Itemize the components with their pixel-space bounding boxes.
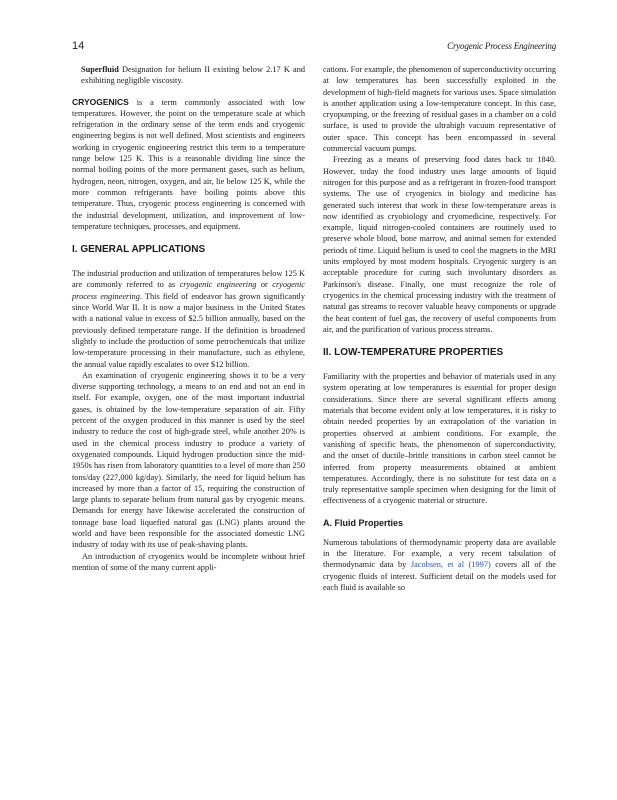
- section-heading-general-applications: I. GENERAL APPLICATIONS: [72, 244, 206, 256]
- superfluid-definition: [72, 64, 305, 87]
- page-header: [72, 40, 556, 54]
- page-number: 14: [72, 40, 85, 52]
- text-run: The industrial production and utilization of temperatures below 125 K are commonly referred to as: [72, 269, 305, 290]
- text-run: covers all of the cryogenic fluids of interest. Sufficient detail on the models used for each fluid is available so: [323, 560, 556, 592]
- applications-continued-paragraph: cations. For example, the phenomenon of superconductivity occurring at low temperatures has been successfully exploited in the development of high-field magnets for various uses. Space simulation is another application using a low-temperature concept. In this case, cryopumping, or the freezing of residual gases in a chamber on a cold surface, is used to provide the ultrahigh vacuum representative of outer space. This concept has been encompassed in several commercial vacuum pumps.: [323, 65, 556, 154]
- cryogenics-intro-paragraph: [72, 97, 305, 233]
- text-run: Numerous tabulations of thermodynamic property data are available in the literature. For example, a very recent tabulation of thermodynamic data by: [323, 537, 556, 570]
- emphasis-text: cryogenic engineering: [179, 280, 257, 290]
- spacer: [72, 87, 305, 97]
- section-heading-low-temperature-properties: II. LOW-TEMPERATURE PROPERTIES: [323, 347, 504, 359]
- text-run: . This field of endeavor has grown significantly since World War II. It is now a major business in the United States with a national value in excess of $2.5 billion annually, based on the previously defined temperature range. If the definition is broadened slightly to include the production of some petrochemicals that utilize low-temperature processing in their manufacture, such as ethylene, the annual value rapidly escalates to over $12 billion.: [72, 291, 305, 369]
- definition-text: Designation for helium II existing below 2.17 K and exhibiting negligible viscosity.: [81, 65, 305, 86]
- fluid-properties-paragraph: [323, 537, 556, 593]
- low-temperature-properties-paragraph: Familiarity with the properties and behavior of materials used in any system operating at low temperatures is essential for proper design considerations. Since there are several significant effects among materials that become evident only at low temperatures, it is risky to obtain needed properties by an extrapolation of the variation in properties observed at ambient conditions. For example, the vanishing of specific heats, the phenomenon of superconductivity, and the onset of ductile–brittle transitions in carbon steel cannot be inferred from property measurements obtained at ambient temperatures. Accordingly, there is no substitute for test data on a truly representative sample specimen when designing for the limit of effectiveness of a cryogenic material or structure.: [323, 372, 556, 506]
- cryogenics-text: is a term commonly associated with low temperatures. However, the point on the temperature scale at which refrigeration in the ordinary sense of the term ends and cryogenic engineering begins is not well defined. Most scientists and engineers working in cryogenic engineering restrict this term to a temperature range below 125 K. This is a reasonable dividing line since the normal boiling points of the more permanent gases, such as helium, hydrogen, neon, nitrogen, oxygen, and air, lie below 125 K, while the more common refrigerants have boiling points above this temperature. Thus, cryogenic process engineering is concerned with the industrial development, utilization, and improvement of low-temperature techniques, processes, and equipment.: [72, 97, 305, 231]
- general-applications-paragraph-2: An examination of cryogenic engineering shows it to be a very diverse supporting technology, a means to an end and not an end in itself. For example, oxygen, one of the most important industrial gases, is obtained by the low-temperature separation of air. Fifty percent of the oxygen produced in this manner is used by the steel industry to reduce the cost of high-grade steel, while another 20% is used in the chemical process industry to produce a variety of oxygenated compounds. Liquid hydrogen production since the mid-1950s has risen from laboratory quantities to a level of more than 250 tons/day (227,000 kg/day). Similarly, the need for liquid helium has increased by more than a factor of 15, requiring the construction of large plants to separate helium from natural gas by cryogenic means. Demands for energy have likewise accelerated the construction of tonnage base load liquefied natural gas (LNG) plants around the world and have been responsible for the associated domestic LNG industry of today with its use of peak-shaving plants.: [72, 370, 305, 550]
- left-column: [72, 64, 305, 573]
- food-medicine-paragraph: Freezing as a means of preserving food dates back to 1840. However, today the food industry uses large amounts of liquid nitrogen for this purpose and as a refrigerant in frozen-food transport systems. The use of cryogenics in biology and medicine has generated such interest that work in these low-temperature areas is now identified as cryobiology and cryomedicine, respectively. For example, liquid nitrogen-cooled containers are routinely used to preserve whole blood, bone marrow, and animal semen for extended periods of time. Liquid helium is used to cool the magnets in the MRI units employed by most modern hospitals. Cryogenic surgery is an acceptable procedure for curing such involuntary disorders as Parkinson's disease. Finally, one must recognize the role of cryogenics in the chemical processing industry with the treatment of natural gas streams to recover valuable heavy components or upgrade the heat content of fuel gas, the recovery of useful components from air, and the purification of various process streams.: [323, 155, 556, 334]
- subsection-heading-fluid-properties: A. Fluid Properties: [323, 517, 404, 528]
- definition-term: Superfluid: [81, 65, 119, 74]
- cryogenics-term: CRYOGENICS: [72, 96, 129, 107]
- running-title: Cryogenic Process Engineering: [447, 41, 556, 51]
- right-column: [323, 64, 556, 593]
- general-applications-paragraph-3: An introduction of cryogenics would be incomplete without brief mention of some of the many current appli-: [72, 551, 305, 572]
- text-run: or: [256, 280, 273, 290]
- emphasis-text: cryogenic process engineering: [72, 280, 305, 301]
- citation-link[interactable]: Jacobsen, et al (1997): [410, 560, 491, 570]
- general-applications-paragraph-1: [72, 268, 305, 370]
